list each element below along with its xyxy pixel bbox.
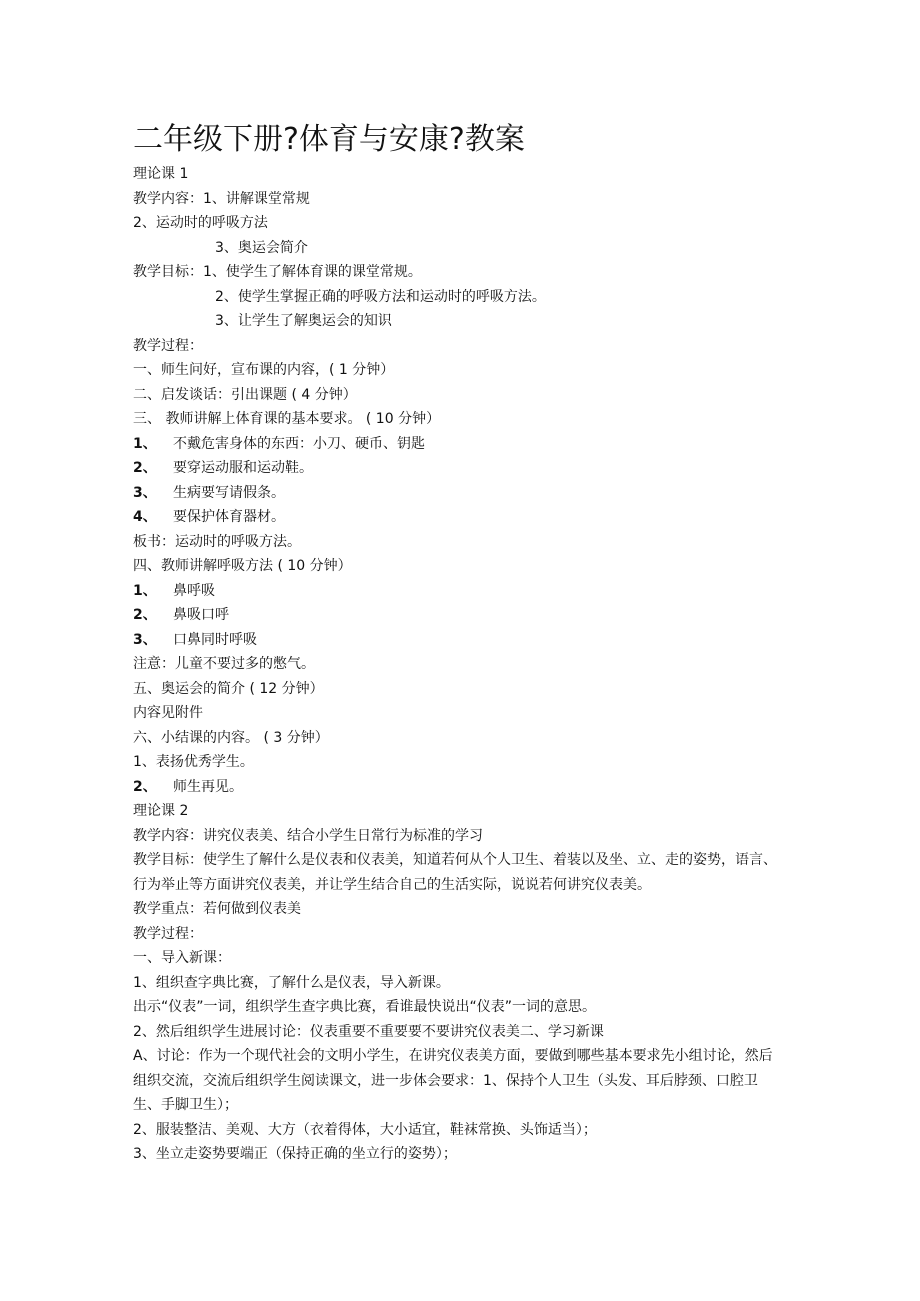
- text-line: 2、服装整洁、美观、大方（衣着得体，大小适宜，鞋袜常换、头饰适当）；: [133, 1121, 597, 1138]
- list-item: [133, 505, 783, 530]
- list-text: 生病要写请假条。: [173, 484, 285, 501]
- text-line: 三、 教师讲解上体育课的基本要求。 ( 10 分钟）: [133, 411, 441, 427]
- list-item: [133, 603, 783, 628]
- list-text: 师生再见。: [173, 778, 243, 795]
- list-number: 2、: [133, 460, 157, 476]
- section-heading: 理论课 1: [133, 166, 189, 182]
- text-line: 教学过程：: [133, 337, 203, 354]
- list-text: 鼻呼吸: [173, 582, 215, 599]
- section-heading: 理论课 2: [133, 803, 189, 819]
- list-item: [133, 432, 783, 457]
- text-line: 教学重点：若何做到仪表美: [133, 901, 301, 917]
- text-line: 2、然后组织学生进展讨论：仪表重要不重要要不要讲究仪表美二、学习新课: [133, 1023, 604, 1040]
- text-line: 一、导入新课：: [133, 950, 231, 966]
- list-text: 不戴危害身体的东西：小刀、硬币、钥匙: [173, 435, 425, 452]
- list-number: 2、: [133, 607, 157, 623]
- text-line: 教学内容：讲究仪表美、结合小学生日常行为标准的学习: [133, 827, 483, 844]
- document-title: 二年级下册?体育与安康?教案: [133, 122, 525, 157]
- text-line: 四、教师讲解呼吸方法 ( 10 分钟）: [133, 558, 352, 574]
- list-number: 4、: [133, 509, 157, 525]
- text-line: 2、使学生掌握正确的呼吸方法和运动时的呼吸方法。: [215, 288, 546, 305]
- list-text: 要保护体育器材。: [173, 509, 285, 525]
- list-number: 3、: [133, 631, 157, 648]
- list-text: 口鼻同时呼吸: [173, 631, 257, 648]
- list-number: 1、: [133, 435, 157, 452]
- list-number: 3、: [133, 484, 157, 501]
- list-text: 要穿运动服和运动鞋。: [173, 460, 313, 476]
- list-number: 1、: [133, 582, 157, 599]
- list-text: 鼻吸口呼: [173, 607, 229, 623]
- text-line: 内容见附件: [133, 705, 203, 721]
- text-line: 1、组织查字典比赛，了解什么是仪表，导入新课。: [133, 974, 450, 991]
- text-line: 1、表扬优秀学生。: [133, 754, 254, 770]
- text-line: 注意：儿童不要过多的憋气。: [133, 656, 315, 672]
- text-line: 一、师生问好，宣布课的内容，( 1 分钟）: [133, 362, 395, 378]
- list-item: [133, 456, 783, 481]
- list-item: [133, 481, 783, 506]
- text-line: 2、运动时的呼吸方法: [133, 215, 268, 231]
- text-paragraph: 教学目标：使学生了解什么是仪表和仪表美，知道若何从个人卫生、着装以及坐、立、走的姿势，语言、行为举止等方面讲究仪表美，并让学生结合自己的生活实际，说说若何讲究仪表美。: [133, 852, 777, 893]
- text-line: 3、让学生了解奥运会的知识: [215, 313, 392, 329]
- text-paragraph: A、讨论：作为一个现代社会的文明小学生，在讲究仪表美方面，要做到哪些基本要求先小组讨论，然后组织交流，交流后组织学生阅读课文，进一步体会要求：1、保持个人卫生（头发、耳后脖颈、口腔卫生、手脚卫生）；: [133, 1048, 773, 1113]
- text-line: 板书：运动时的呼吸方法。: [133, 533, 301, 550]
- text-line: 教学过程：: [133, 925, 203, 942]
- text-line: 3、奥运会简介: [215, 239, 308, 256]
- list-item: [133, 579, 783, 604]
- document-body: [133, 162, 783, 1167]
- text-line: 五、奥运会的简介 ( 12 分钟）: [133, 680, 324, 697]
- list-number: 2、: [133, 778, 157, 795]
- text-line: 六、小结课的内容。 ( 3 分钟）: [133, 729, 329, 746]
- text-line: 二、启发谈话：引出课题 ( 4 分钟）: [133, 386, 357, 403]
- text-line: 出示“仪表”一词，组织学生查字典比赛，看谁最快说出“仪表”一词的意思。: [133, 999, 597, 1015]
- text-line: 3、坐立走姿势要端正（保持正确的坐立行的姿势）；: [133, 1146, 457, 1162]
- list-item: [133, 628, 783, 653]
- text-line: 教学内容：1、讲解课堂常规: [133, 190, 310, 207]
- text-line: 教学目标：1、使学生了解体育课的课堂常规。: [133, 264, 422, 280]
- list-item: [133, 775, 783, 800]
